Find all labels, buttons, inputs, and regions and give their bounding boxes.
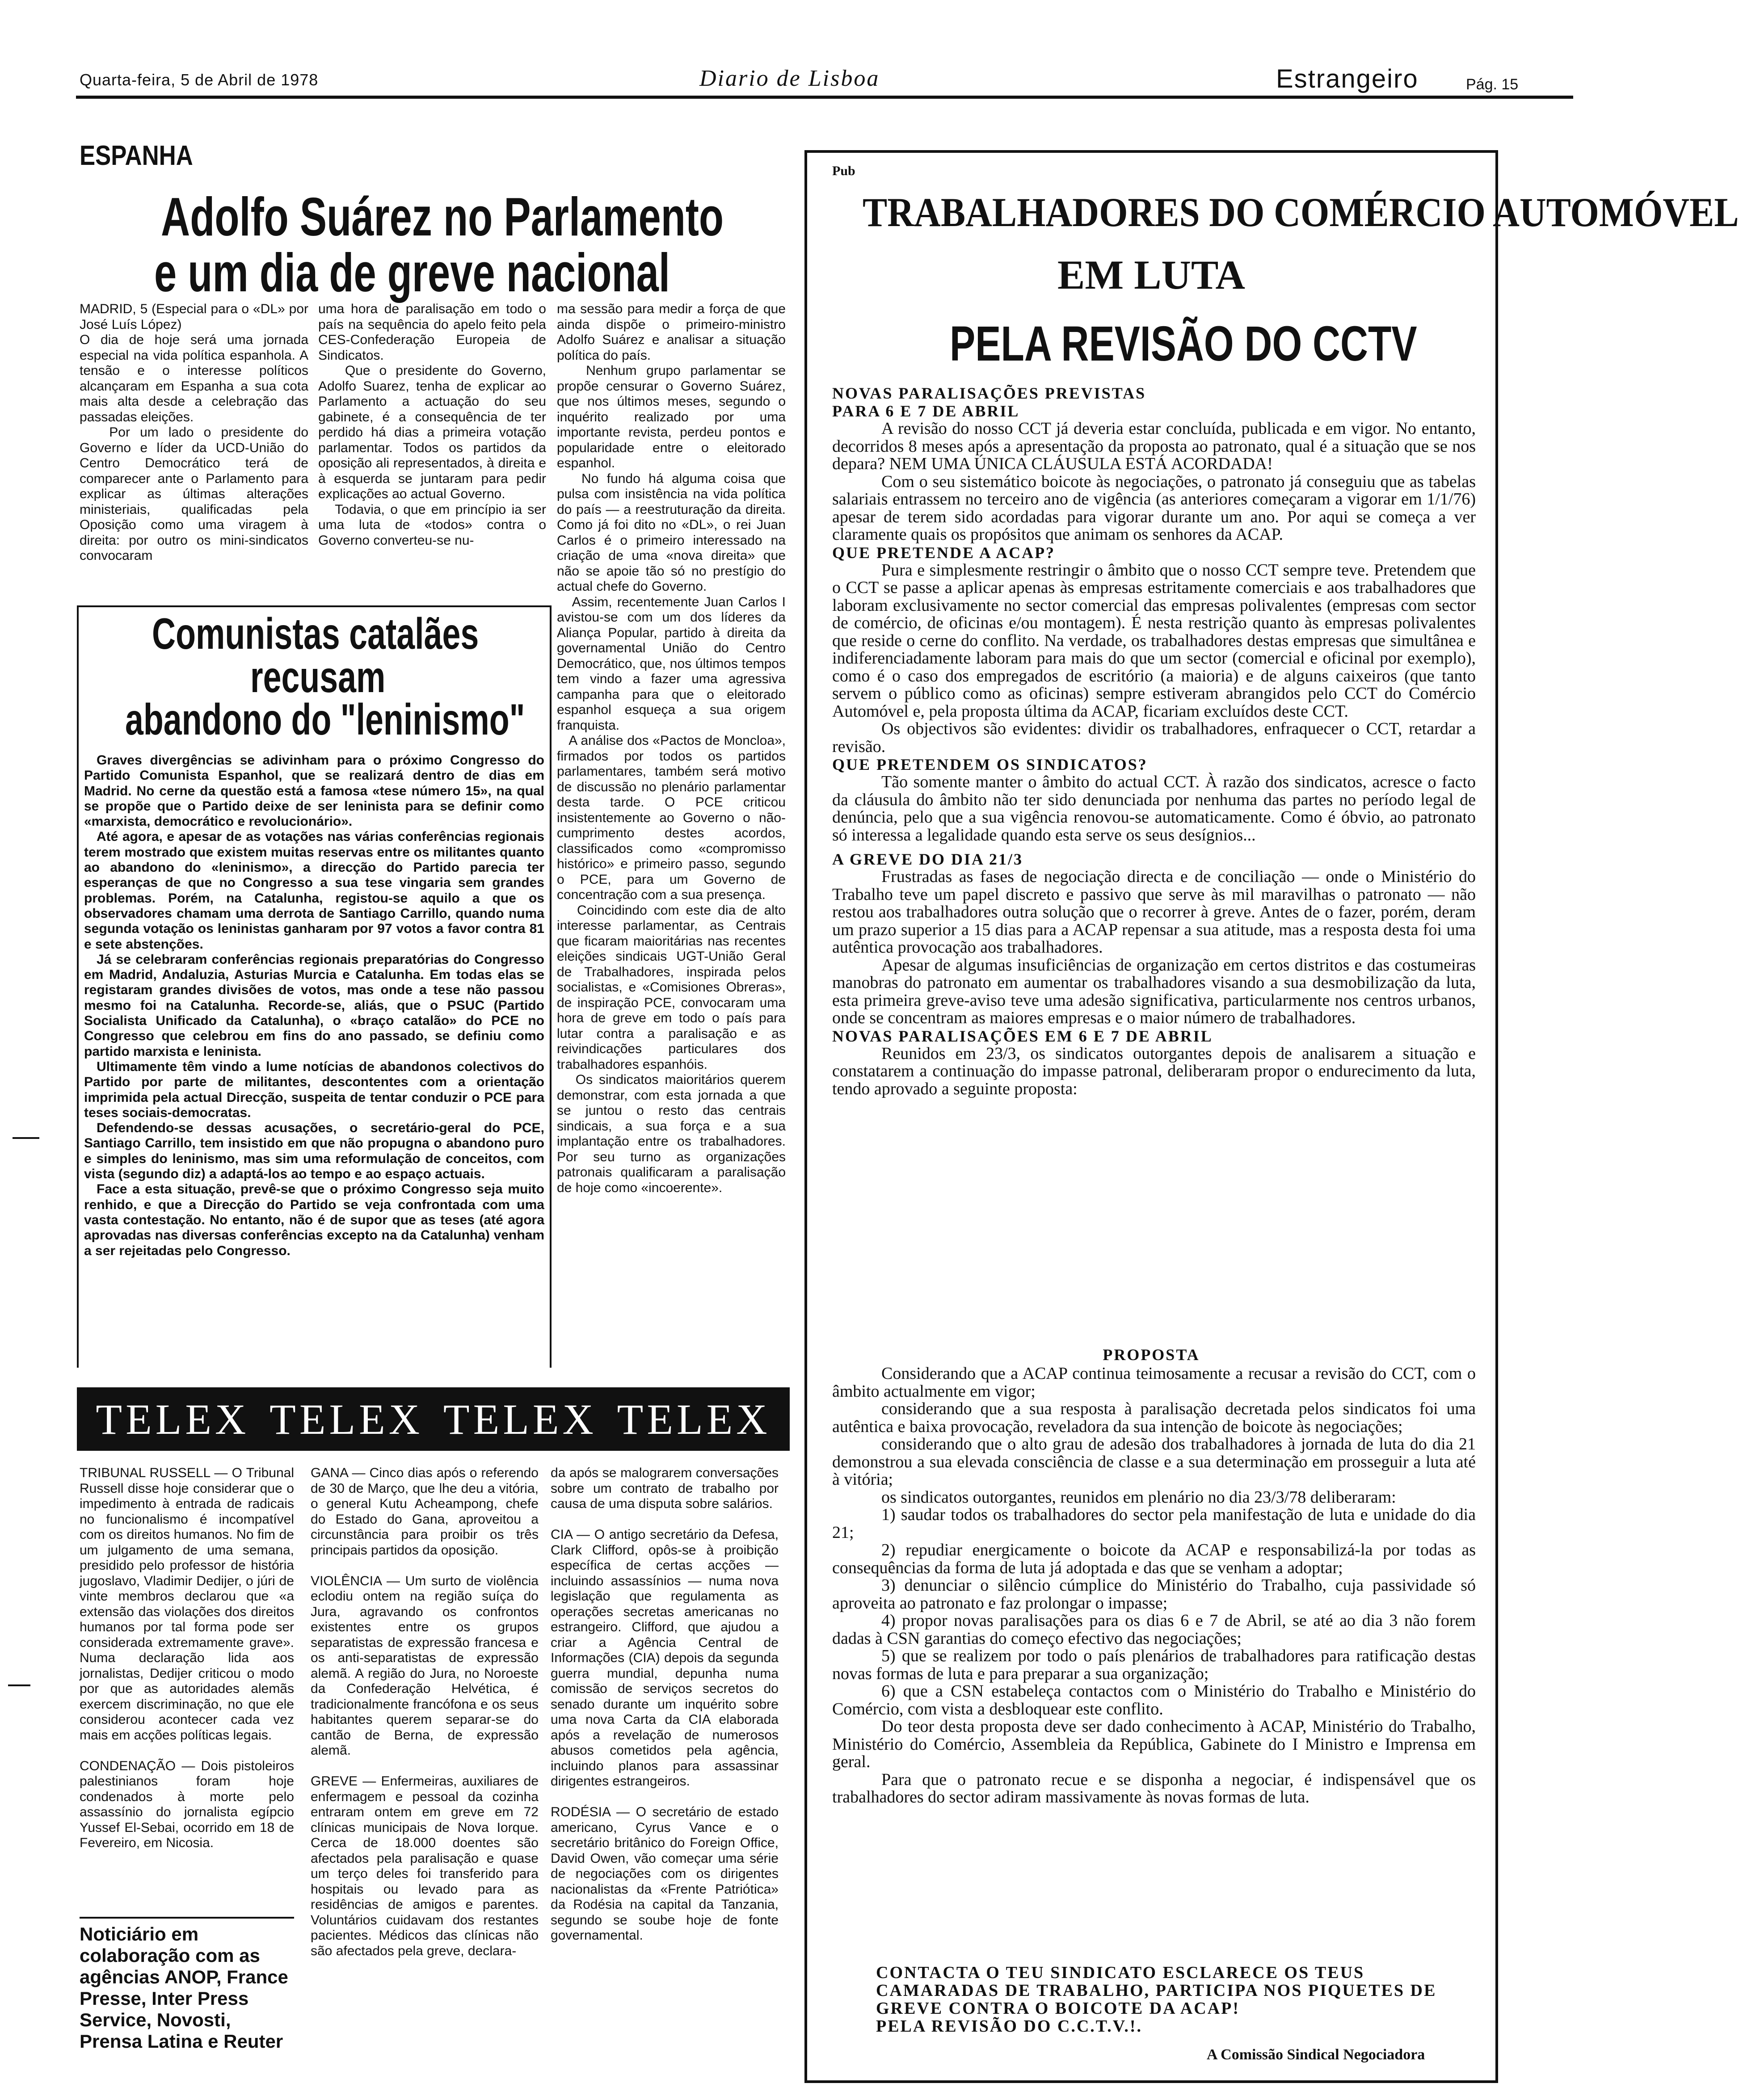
- proposta-item: os sindicatos outorgantes, reunidos em plenário no dia 23/3/78 deliberaram:: [881, 1487, 1396, 1507]
- masthead: Diario de Lisboa: [699, 66, 880, 91]
- telex-banner: [77, 1387, 790, 1451]
- margin-mark: [13, 1137, 39, 1139]
- proposta-item: 1) saudar todos os trabalhadores do sector pela manifestação de luta e unidade do dia 21;: [832, 1505, 1476, 1542]
- section-heading: NOVAS PARALISAÇÕES EM 6 E 7 DE ABRIL: [832, 1027, 1213, 1045]
- section-heading: A GREVE DO DIA 21/3: [832, 850, 1023, 868]
- proposta-item: 4) propor novas paralisações para os dias 6 e 7 de Abril, se até ao dia 3 não forem dadas à CSN garantias do começo efectivo das negociações;: [832, 1611, 1476, 1648]
- proposta-item: Para que o patronato recue e se disponha a negociar, é indispensável que os trabalhadores do sector adiram massivamente às novas formas de luta.: [832, 1770, 1476, 1806]
- paragraph: Ultimamente têm vindo a lume notícias de abandonos colectivos do Partido por parte de militantes, descontentes com a orientação imprimida pela actual Direcção, suspeita de tentar conduzir o PCE para teses sociais-democratas.: [84, 1059, 544, 1120]
- paragraph: Os objectivos são evidentes: dividir os trabalhadores, enfraquecer o CCT, retardar a revisão.: [832, 719, 1476, 756]
- article-comunistas: [84, 753, 544, 1365]
- closing-call: CONTACTA O TEU SINDICATO ESCLARECE OS TEUS CAMARADAS DE TRABALHO, PARTICIPA NOS PIQUETES DE GREVE CONTRA O BOICOTE DA ACAP! PELA REVISÃO DO C.C.T.V.!.: [876, 1963, 1437, 2036]
- paragraph: Já se celebraram conferências regionais preparatórias do Congresso em Madrid, Andaluzia, Asturias Murcia e Catalunha. Em todas elas se registaram grandes divisões de votos, mas onde a tese não passou mesmo foi na Catalunha. Recorde-se, aliás, que o PSUC (Partido Socialista Unificado da Catalunha), o «braço catalão» do PCE no Congresso que celebrou em fins do ano passado, se definiu como partido marxista e leninista.: [84, 952, 544, 1059]
- proposta-item: Do teor desta proposta deve ser dado conhecimento à ACAP, Ministério do Trabalho, Ministério do Comércio, Assembleia da República, Gabinete do I Ministro e Imprensa em geral.: [832, 1717, 1476, 1771]
- agency-note: Noticiário em colaboração com as agências ANOP, France Presse, Inter Press Service, Novosti, Prensa Latina e Reuter: [80, 1924, 288, 2052]
- paragraph: Apesar de algumas insuficiências de organização em certos distritos e das costumeiras manobras do patronato em aumentar os trabalhadores visando a sua desmobilização da luta, esta primeira greve-aviso teve uma adesão significativa, particularmente nos centros urbanos, onde se concentram as maiores empresas e o maior número de trabalhadores.: [832, 955, 1476, 1027]
- page-number: Pág. 15: [1466, 76, 1519, 93]
- pub-title-2: EM LUTA: [1057, 252, 1245, 298]
- pub-title-1: TRABALHADORES DO COMÉRCIO AUTOMÓVEL: [863, 189, 1739, 235]
- telex-col2: GANA — Cinco dias após o referendo de 30 de Março, que lhe deu a vitória, o general Kutu Acheampong, chefe do Estado do Gana, aproveitou a circunstância para proibir os três principais partidos da oposição. VIOLÊNCIA — Um surto de violência eclodiu ontem na região suíça do Jura, agravando os confrontos existentes entre os grupos separatistas de expressão francesa e os anti-separatistas de expressão alemã. A região do Jura, no Noroeste da Confederação Helvética, é tradicionalmente francófona e os seus habitantes querem separar-se do cantão de Berna, de expressão alemã. GREVE — Enfermeiras, auxiliares de enfermagem e pessoal da cozinha entraram ontem em greve em 72 clínicas municipais de Nova Iorque. Cerca de 18.000 doentes são afectados pela paralisação e quase um terço deles foi transferido para hospitais ou levado para as residências de amigos e parentes. Voluntários cuidavam dos restantes pacientes. Médicos das clínicas não são afectados pela greve, declara-: [311, 1466, 539, 1958]
- pub-body: [832, 384, 1476, 1331]
- headline-comunistas-1: Comunistas catalães: [152, 609, 479, 658]
- telex-word: TELEX: [269, 1395, 424, 1443]
- telex-word: TELEX: [443, 1395, 597, 1443]
- paragraph: A revisão do nosso CCT já deveria estar concluída, publicada e em vigor. No entanto, decorridos 8 meses após a apresentação da proposta ao patronato, qual é a situação que se nos depara? NEM UMA ÚNICA CLÁUSULA ESTÁ ACORDADA!: [832, 419, 1476, 473]
- telex-word: TELEX: [96, 1395, 250, 1443]
- section-title: Estrangeiro: [1276, 64, 1419, 93]
- headline-comunistas-3: abandono do "leninismo": [125, 695, 525, 744]
- section-heading: NOVAS PARALISAÇÕES PREVISTAS PARA 6 E 7 DE ABRIL: [832, 384, 1146, 420]
- paragraph: Com o seu sistemático boicote às negociações, o patronato já conseguiu que as tabelas salariais entrassem no terceiro ano de vigência (as anteriores começaram a vigorar em 1/1/76) apesar de terem sido acordadas para vigorar durante um ano. Por aqui se começa a ver claramente quais os propósitos que animam os senhores da ACAP.: [832, 472, 1476, 544]
- proposta-item: 6) que a CSN estabeleça contactos com o Ministério do Trabalho e Ministério do Comércio, com vista a desbloquear este conflito.: [832, 1682, 1476, 1718]
- proposta-body: [832, 1365, 1476, 1964]
- paragraph: Até agora, e apesar de as votações nas várias conferências regionais terem mostrado que existem muitas reservas entre os militantes quanto ao abandono do «leninismo», a direcção do Partido parecia ter esperanças de que no Congresso a sua tese vingaria sem grandes problemas. Porém, na Catalunha, registou-se aquilo a que os observadores chamam uma derrota de Santiago Carrillo, quando numa segunda votação os leninistas ganharam por 97 votos a favor contra 81 e sete abstenções.: [84, 829, 544, 952]
- header-rule: [76, 96, 1573, 99]
- paragraph: Tão somente manter o âmbito do actual CCT. À razão dos sindicatos, acresce o facto da cláusula do âmbito não ter sido denunciada por nenhuma das partes no período legal de denúncia, pelo que a sua vigência renovou-se automaticamente. Como é óbvio, ao patronato só interessa a legalidade quando esta serve os seus desígnios...: [832, 773, 1476, 844]
- proposta-item: 3) denunciar o silêncio cúmplice do Ministério do Trabalho, cuja passividade só aproveita ao patronato e faz prolongar o impasse;: [832, 1576, 1476, 1613]
- article-suarez-col1: MADRID, 5 (Especial para o «DL» por José Luís López) O dia de hoje será uma jornada especial na vida política espanhola. A tensão e o interesse políticos alcançaram em Espanha a sua cota mais alta desde a celebração das passadas eleições. Por um lado o presidente do Governo e líder da UCD-União do Centro Democrático terá de comparecer ante o Parlamento para explicar as últimas alterações ministeriais, qualificadas pela Oposição como uma viragem à direita: por outro os mini-sindicatos convocaram: [80, 302, 308, 563]
- section-heading: QUE PRETENDEM OS SINDICATOS?: [832, 756, 1148, 773]
- paragraph: Face a esta situação, prevê-se que o próximo Congresso seja muito renhido, e que a Direcção do Partido se veja confrontada com uma vasta contestação. No entanto, não é de supor que as teses (até agora aprovadas nas diversas conferências excepto na da Catalunha) venham a ser rejeitadas pelo Congresso.: [84, 1182, 544, 1258]
- telex-col1: TRIBUNAL RUSSELL — O Tribunal Russell disse hoje considerar que o impedimento à entrada de radicais no funcionalismo é incompatível com os direitos humanos. No fim de um julgamento de uma semana, presidido pelo professor de história jugoslavo, Vladimir Dedijer, o júri de vinte membros declarou que «a extensão das violações dos direitos humanos por tal forma pode ser considerada extremamente grave». Numa declaração lida aos jornalistas, Dedijer criticou o modo por que as autoridades alemãs exercem discriminação, no que ele considerou acontecer cada vez mais em acções políticas legais. CONDENAÇÃO — Dois pistoleiros palestinianos foram hoje condenados à morte pelo assassínio do jornalista egípcio Yussef El-Sebai, ocorrido em 18 de Fevereiro, em Nicosia.: [80, 1466, 294, 1850]
- article-suarez-col3: ma sessão para medir a força de que ainda dispõe o primeiro-ministro Adolfo Suárez e analisar a situação política do país. Nenhum grupo parlamentar se propõe censurar o Governo Suárez, que nos últimos meses, segundo o inquérito realizado por uma importante revista, perdeu pontos e popularidade entre o eleitorado espanhol. No fundo há alguma coisa que pulsa com insistência na vida política do país — a reestruturação da direita. Como já foi dito no «DL», o rei Juan Carlos é o primeiro interessado na criação de uma «nova direita» que não se apoie tão só no prestígio do actual chefe do Governo. Assim, recentemente Juan Carlos I avistou-se com um dos líderes da Aliança Popular, partido à direita da governamental União do Centro Democrático, que, nos últimos tempos tem vindo a fazer uma agressiva campanha para que o eleitorado espanhol esqueça a sua origem franquista. A análise dos «Pactos de Moncloa», firmados por todos os partidos parlamentares, também será motivo de discussão no plenário parlamentar desta tarde. O PCE criticou insistentemente ao Governo o não-cumprimento destes acordos, classificados como «compromisso histórico» e primeiro passo, segundo o PCE, para um Governo de concentração com a sua presença. Coincidindo com este dia de alto interesse parlamentar, as Centrais que ficaram maioritárias nas recentes eleições sindicais UGT-União Geral de Trabalhadores, inspirada pelos socialistas, e «Comisiones Obreras», de inspiração PCE, convocaram uma hora de greve em todo o país para lutar contra a paralisação e as reivindicações particulares dos trabalhadores espanhóis. Os sindicatos maioritários querem demonstrar, com esta jornada a que se juntou o resto das centrais sindicais, a sua força e a sua implantação entre os trabalhadores. Por seu turno as organizações patronais qualificaram a paralisação de hoje como «incoerente».: [557, 302, 786, 1195]
- proposta-item: Considerando que a ACAP continua teimosamente a recusar a revisão do CCT, com o âmbito actualmente em vigor;: [832, 1364, 1476, 1401]
- telex-word: TELEX: [617, 1395, 771, 1443]
- header-date: Quarta-feira, 5 de Abril de 1978: [80, 71, 319, 89]
- headline-suarez-2: e um dia de greve nacional: [154, 242, 670, 303]
- proposta-item: considerando que a sua resposta à paralisação decretada pelos sindicatos foi uma autêntica e baixa provocação, reveladora da sua intenção de boicote às negociações;: [832, 1399, 1476, 1436]
- telex-col3: da após se malograrem conversações sobre um contrato de trabalho por causa de uma disputa sobre salários. CIA — O antigo secretário da Defesa, Clark Clifford, opôs-se à proibição específica de certas acções — incluindo assassínios — numa nova legislação que regulamenta as operações secretas americanas no estrangeiro. Clifford, que ajudou a criar a Agência Central de Informações (CIA) depois da segunda guerra mundial, depunha numa comissão de serviços secretos do senado durante um inquérito sobre uma nova Carta da CIA elaborada após a revelação de numerosos abusos cometidos pela agência, incluindo planos para assassinar dirigentes estrangeiros. RODÉSIA — O secretário de estado americano, Cyrus Vance e o secretário britânico do Foreign Office, David Owen, vão começar uma série de negociações com os dirigentes nacionalistas da «Frente Patriótica» da Rodésia na capital da Tanzania, segundo se soube hoje de fonte governamental.: [551, 1466, 779, 1943]
- page-header: [0, 0, 1573, 103]
- paragraph: Frustradas as fases de negociação directa e de conciliação — onde o Ministério do Trabalho teve um papel discreto e passivo que serve às mil maravilhas o patronato — não restou aos trabalhadores outra solução que o recorrer à greve. Antes de o fazer, porém, deram um prazo superior a 15 dias para a ACAP repensar a sua atitude, mas a resposta desta foi uma autêntica provocação aos trabalhadores.: [832, 867, 1476, 957]
- paragraph: Graves divergências se adivinham para o próximo Congresso do Partido Comunista Espanhol, que se realizará dentro de dias em Madrid. No cerne da questão está a famosa «tese número 15», na qual se propõe que o Partido deixe de ser leninista para se definir como «marxista, democrático e revolucionário».: [84, 753, 544, 829]
- proposta-title: PROPOSTA: [1103, 1346, 1200, 1364]
- proposta-item: considerando que o alto grau de adesão dos trabalhadores à jornada de luta do dia 21 demonstrou a sua elevada consciência de classe e a sua determinação em prosseguir a luta até à vitória;: [832, 1435, 1476, 1489]
- telex-note-rule: [80, 1917, 294, 1919]
- paragraph: Defendendo-se dessas acusações, o secretário-geral do PCE, Santiago Carrillo, tem insistido em que não propugna o abandono puro e simples do leninismo, mas sim uma reformulação de conceitos, com vista (segundo diz) a adaptá-los ao tempo e ao espaço actuais.: [84, 1121, 544, 1182]
- signature: A Comissão Sindical Negociadora: [1207, 2046, 1425, 2063]
- headline-comunistas-2: recusam: [250, 652, 386, 701]
- headline-suarez-1: Adolfo Suárez no Parlamento: [161, 186, 724, 247]
- pub-title-3: PELA REVISÃO DO CCTV: [950, 316, 1417, 371]
- proposta-item: 2) repudiar energicamente o boicote da ACAP e responsabilizá-la por todas as consequências da forma de luta já adoptada e das que se venham a adoptar;: [832, 1541, 1476, 1577]
- section-heading: QUE PRETENDE A ACAP?: [832, 543, 1056, 562]
- margin-mark: [8, 1684, 30, 1686]
- article-suarez-col2: uma hora de paralisação em todo o país na sequência do apelo feito pela CES-Confederação Europeia de Sindicatos. Que o presidente do Governo, Adolfo Suarez, tenha de explicar ao Parlamento a actuação do seu gabinete, é a consequência de ter perdido há dias a primeira votação parlamentar. Todos os partidos da oposição ali representados, à direita e à esquerda se juntaram para pedir explicações ao actual Governo. Todavia, o que em princípio ia ser uma luta de «todos» contra o Governo converteu-se nu-: [318, 302, 546, 548]
- pub-tag: Pub: [832, 164, 855, 178]
- paragraph: Pura e simplesmente restringir o âmbito que o nosso CCT sempre teve. Pretendem que o CCT se passe a aplicar apenas às empresas estritamente comerciais e aos trabalhadores que laboram exclusivamente no sector comercial das empresas polivalentes (empresas com sector de comércio, de oficinas e/ou montagem). É nesta restrição quanto às empresas polivalentes que reside o cerne do conflito. Na verdade, os trabalhadores destas empresas que simultânea e indiferenciadamente laboram para mais do que um sector (comercial e oficinal por exemplo), como é o caso dos empregados de escritório (a maioria) e de alguns caixeiros (que tanto servem o público como as oficinas) sempre estiveram abrangidos pelo CCT do Comércio Automóvel e, pela proposta última da ACAP, ficariam excluídos deste CCT.: [832, 560, 1476, 721]
- proposta-item: 5) que se realizem por todo o país plenários de trabalhadores para ratificação destas novas formas de luta e para preparar a sua organização;: [832, 1646, 1476, 1683]
- kicker: ESPANHA: [80, 140, 193, 171]
- paragraph: Reunidos em 23/3, os sindicatos outorgantes depois de analisarem a situação e constatarem a continuação do impasse patronal, deliberaram propor o endurecimento da luta, tendo aprovado a seguinte proposta:: [832, 1044, 1476, 1098]
